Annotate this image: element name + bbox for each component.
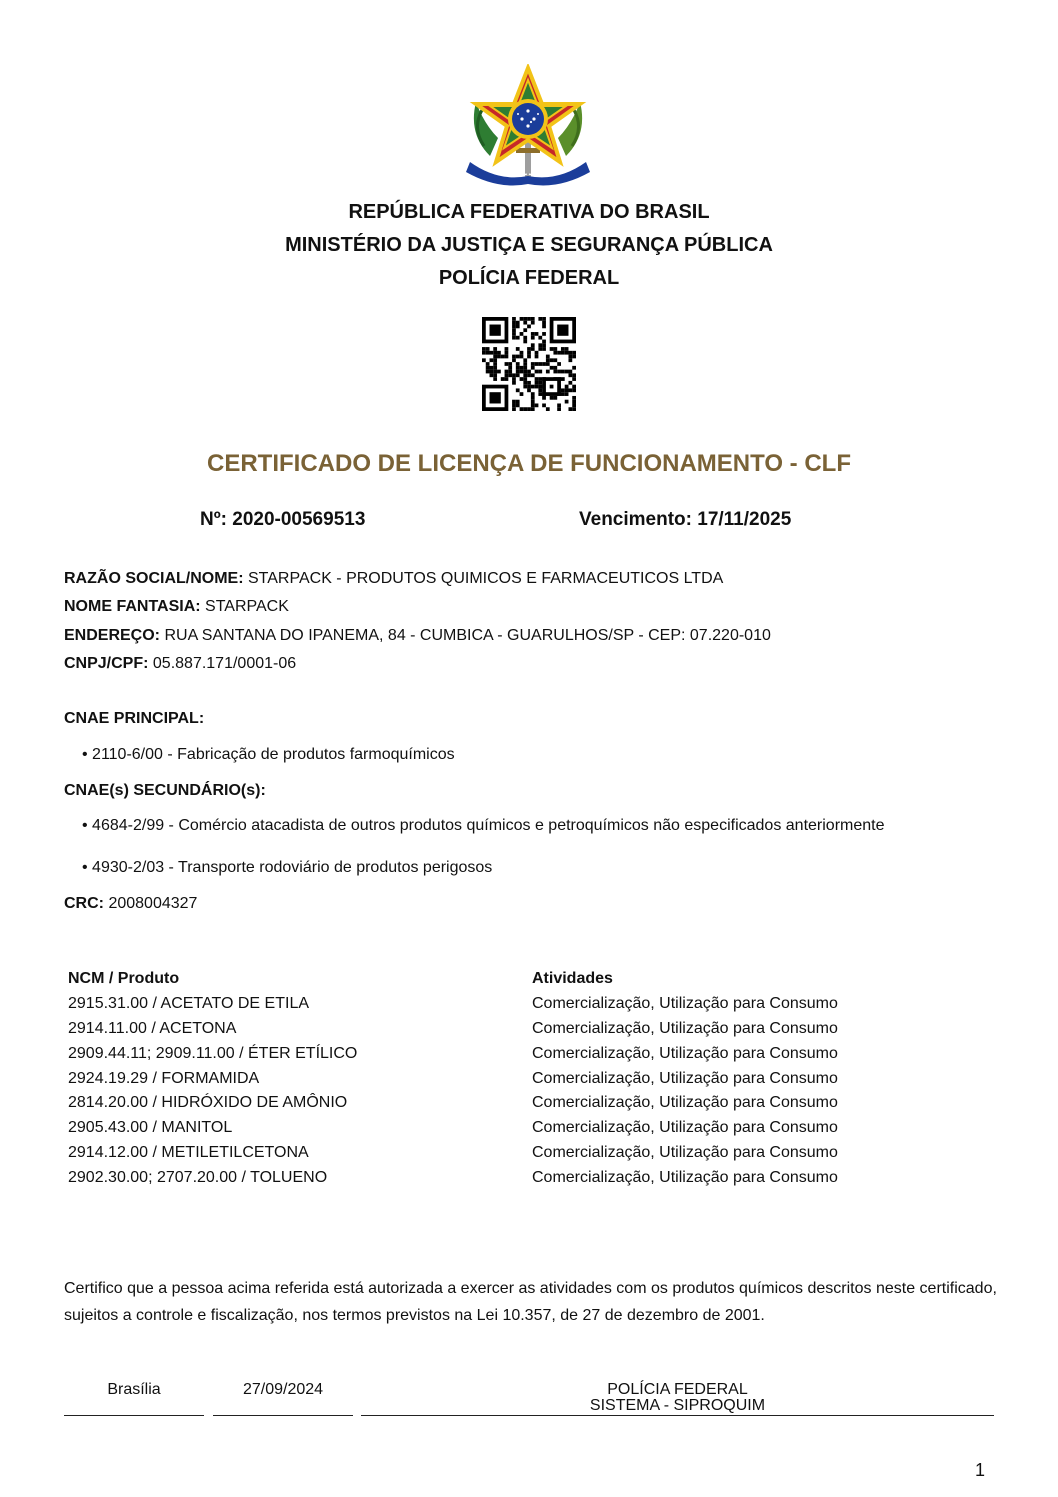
activity-cell: Comercialização, Utilização para Consumo <box>532 995 838 1013</box>
table-row <box>64 1041 842 1066</box>
qr-code-icon <box>482 317 576 411</box>
table-row <box>64 1141 842 1166</box>
cnae-secundarios-heading <box>64 782 266 800</box>
ncm-cell: 2909.44.11; 2909.11.00 / ÉTER ETÍLICO <box>68 1044 358 1062</box>
activity-cell: Comercialização, Utilização para Consumo <box>532 1069 838 1087</box>
signature-city: Brasília <box>107 1381 161 1398</box>
nome-fantasia-field <box>64 598 289 616</box>
table-row <box>64 1165 842 1190</box>
table-header-row <box>64 967 842 992</box>
cnpj-field <box>64 655 296 673</box>
signature-line-city <box>64 1415 204 1416</box>
page-number: 1 <box>975 1460 986 1480</box>
nome-fantasia-label: NOME FANTASIA: <box>64 598 201 615</box>
nome-fantasia-value: STARPACK <box>200 598 289 615</box>
cnae-principal-heading <box>64 710 204 728</box>
crc-field <box>64 895 197 913</box>
ncm-cell: 2902.30.00; 2707.20.00 / TOLUENO <box>68 1168 328 1186</box>
signature-authority-line2: SISTEMA - SIPROQUIM <box>589 1397 766 1414</box>
certificate-title: CERTIFICADO DE LICENÇA DE FUNCIONAMENTO - CLF <box>207 450 851 477</box>
products-table <box>64 967 842 1190</box>
razao-social-label: RAZÃO SOCIAL/NOME: <box>64 570 244 587</box>
ncm-cell: 2905.43.00 / MANITOL <box>68 1119 233 1137</box>
cnpj-label: CNPJ/CPF: <box>64 655 149 672</box>
signature-authority-line1: POLÍCIA FEDERAL <box>607 1381 748 1398</box>
razao-social-value: STARPACK - PRODUTOS QUIMICOS E FARMACEUTICOS LTDA <box>243 570 724 587</box>
activity-cell: Comercialização, Utilização para Consumo <box>532 1143 838 1161</box>
header-ministry: MINISTÉRIO DA JUSTIÇA E SEGURANÇA PÚBLICA <box>285 234 773 256</box>
certification-text: Certifico que a pessoa acima referida está autorizada a exercer as atividades com os produtos químicos descritos neste certificado, sujeitos a controle e fiscalização, nos termos previstos na Lei 10.357, de 27 de dezembro de 2001. <box>64 1280 997 1324</box>
endereco-value: RUA SANTANA DO IPANEMA, 84 - CUMBICA - GUARULHOS/SP - CEP: 07.220-010 <box>160 627 771 644</box>
table-row <box>64 1091 842 1116</box>
signature-line-date <box>213 1415 353 1416</box>
table-row <box>64 992 842 1017</box>
cnae-secundario-item: • 4930-2/03 - Transporte rodoviário de produtos perigosos <box>82 859 492 877</box>
ncm-cell: 2915.31.00 / ACETATO DE ETILA <box>68 995 310 1013</box>
activity-cell: Comercialização, Utilização para Consumo <box>532 1094 838 1112</box>
ncm-cell: 2914.12.00 / METILETILCETONA <box>68 1143 309 1161</box>
activity-cell: Comercialização, Utilização para Consumo <box>532 1168 838 1186</box>
certificate-number: Nº: 2020-00569513 <box>200 509 366 530</box>
activity-cell: Comercialização, Utilização para Consumo <box>532 1119 838 1137</box>
column-header-atividades: Atividades <box>532 970 613 988</box>
table-row <box>64 1066 842 1091</box>
ncm-cell: 2914.11.00 / ACETONA <box>68 1019 237 1037</box>
cnae-principal-label: CNAE PRINCIPAL: <box>64 710 205 727</box>
certificate-expiry: Vencimento: 17/11/2025 <box>579 509 792 530</box>
activity-cell: Comercialização, Utilização para Consumo <box>532 1019 838 1037</box>
razao-social-field <box>64 570 723 588</box>
header-police: POLÍCIA FEDERAL <box>438 267 620 289</box>
ncm-cell: 2924.19.29 / FORMAMIDA <box>68 1069 260 1087</box>
ncm-cell: 2814.20.00 / HIDRÓXIDO DE AMÔNIO <box>68 1094 348 1112</box>
signature-date: 27/09/2024 <box>242 1381 324 1398</box>
activity-cell: Comercialização, Utilização para Consumo <box>532 1044 838 1062</box>
header-republic: REPÚBLICA FEDERATIVA DO BRASIL <box>348 201 710 223</box>
cnae-secundario-item: • 4684-2/99 - Comércio atacadista de outros produtos químicos e petroquímicos não especificados anteriormente <box>82 817 884 835</box>
endereco-field <box>64 627 771 645</box>
cnae-secundarios-label: CNAE(s) SECUNDÁRIO(s): <box>64 782 266 799</box>
crc-value: 2008004327 <box>104 895 198 912</box>
table-row <box>64 1116 842 1141</box>
crc-label: CRC: <box>64 895 104 912</box>
cnae-principal-item: • 2110-6/00 - Fabricação de produtos farmoquímicos <box>82 746 455 764</box>
signature-line-authority <box>361 1415 994 1416</box>
endereco-label: ENDEREÇO: <box>64 627 161 644</box>
brazil-coat-of-arms-icon <box>462 64 594 188</box>
cnpj-value: 05.887.171/0001-06 <box>148 655 297 672</box>
column-header-ncm: NCM / Produto <box>68 970 180 988</box>
table-row <box>64 1017 842 1042</box>
